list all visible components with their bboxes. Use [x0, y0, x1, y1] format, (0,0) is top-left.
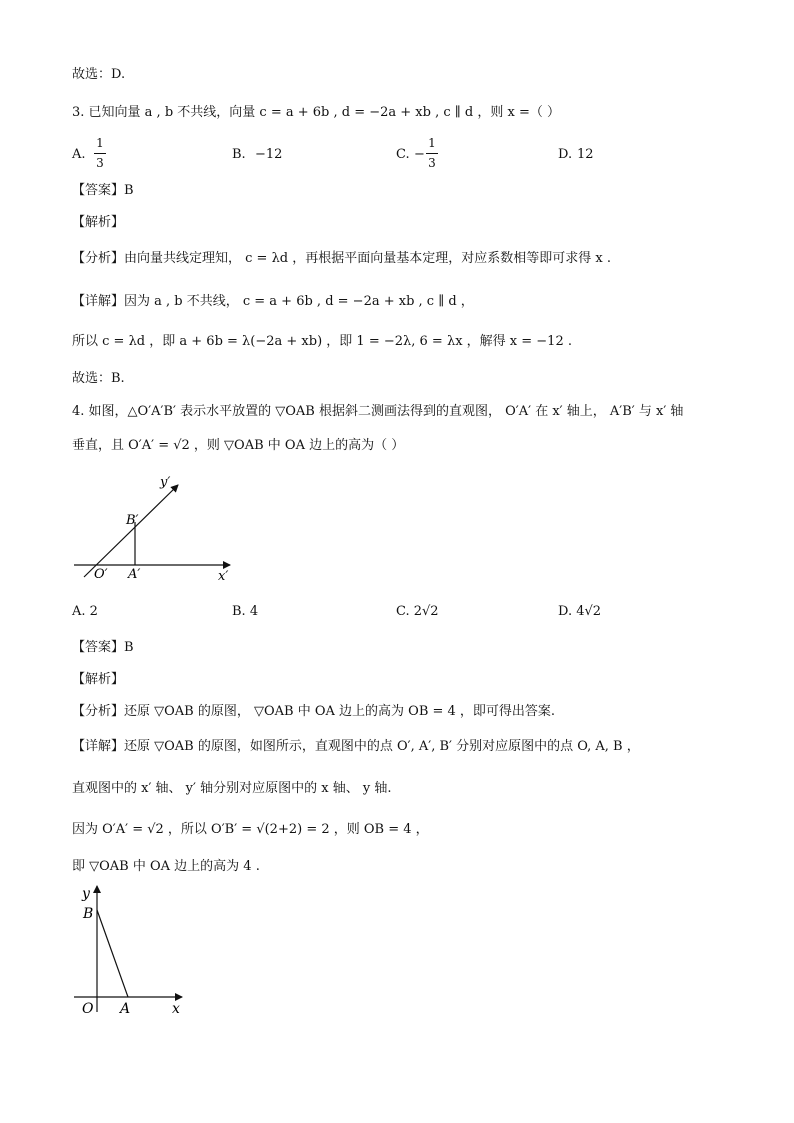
q3-solution-heading: 【解析】 [72, 215, 125, 230]
q4-conclusion: 即 ▽OAB 中 OA 边上的高为 4 . [72, 859, 260, 874]
q3-detail: 【详解】因为 a , b 不共线， c = a + 6b , d = −2a + xb , c ∥ d ， [72, 294, 474, 309]
q4-option-d: D. 4√2 [558, 604, 602, 619]
q3-analysis: 【分析】由向量共线定理知， c = λd ，再根据平面向量基本定理，对应系数相等即可求得 x . [72, 251, 611, 266]
q3-option-b-value: −12 [255, 147, 283, 162]
q3-option-d-label: D. [558, 147, 573, 162]
q3-option-c-sign: − [414, 147, 425, 162]
q3-option-a-fraction-bar [94, 153, 106, 154]
q4-option-a: A. 2 [72, 604, 98, 619]
answer-line-q2: 故选：D. [72, 67, 126, 82]
question-3-stem: 3. 已知向量 a , b 不共线，向量 c = a + 6b , d = −2a + xb , c ∥ d ，则 x =（ ） [72, 105, 560, 120]
label-y: y [82, 886, 90, 902]
original-figure [74, 882, 214, 1022]
q3-option-b-label: B. [232, 147, 246, 162]
q3-option-c-fraction-bar [426, 153, 438, 154]
label-o: O [82, 1001, 94, 1017]
q4-option-b: B. 4 [232, 604, 259, 619]
q3-option-c-numerator: 1 [428, 136, 436, 150]
q3-option-d-value: 12 [577, 147, 594, 162]
q3-choice: 故选：B. [72, 371, 125, 386]
y-prime-axis [84, 485, 178, 577]
q3-option-c-label: C. [396, 147, 410, 162]
q4-because: 因为 O′A′ = √2 ，所以 O′B′ = √(2+2) = 2 ，则 OB = 4 ， [72, 822, 429, 837]
q3-answer: 【答案】B [72, 183, 134, 198]
q4-answer: 【答案】B [72, 640, 134, 655]
q3-option-a-numerator: 1 [96, 136, 104, 150]
q4-detail: 【详解】还原 ▽OAB 的原图，如图所示，直观图中的点 O′, A′, B′ 分别对应原图中的点 O, A, B ， [72, 739, 640, 754]
q3-option-a-denominator: 3 [96, 156, 104, 170]
label-b-prime: B′ [126, 513, 139, 528]
q4-analysis: 【分析】还原 ▽OAB 的原图， ▽OAB 中 OA 边上的高为 OB = 4 ，即可得出答案. [72, 704, 556, 719]
q3-option-c-denominator: 3 [428, 156, 436, 170]
label-a: A [120, 1001, 131, 1017]
oblique-drawing-figure [68, 470, 308, 590]
segment-ab [97, 910, 128, 997]
q3-option-a-label: A. [72, 147, 86, 162]
q4-axes-note: 直观图中的 x′ 轴、 y′ 轴分别对应原图中的 x 轴、 y 轴. [72, 781, 392, 796]
label-x-prime: x′ [218, 569, 229, 584]
q4-solution-heading: 【解析】 [72, 672, 125, 687]
label-o-prime: O′ [94, 567, 108, 582]
label-a-prime: A′ [128, 567, 141, 582]
q4-option-c: C. 2√2 [396, 604, 439, 619]
label-x: x [172, 1001, 180, 1017]
question-4-stem-line2: 垂直，且 O′A′ = √2 ，则 ▽OAB 中 OA 边上的高为（ ） [72, 438, 405, 453]
q3-therefore: 所以 c = λd ，即 a + 6b = λ(−2a + xb) ，即 1 = −2λ, 6 = λx ，解得 x = −12 . [72, 334, 572, 349]
question-4-stem-line1: 4. 如图，△O′A′B′ 表示水平放置的 ▽OAB 根据斜二测画法得到的直观图， O′A′ 在 x′ 轴上， A′B′ 与 x′ 轴 [72, 404, 684, 419]
label-b: B [83, 906, 94, 922]
label-y-prime: y′ [160, 475, 171, 490]
